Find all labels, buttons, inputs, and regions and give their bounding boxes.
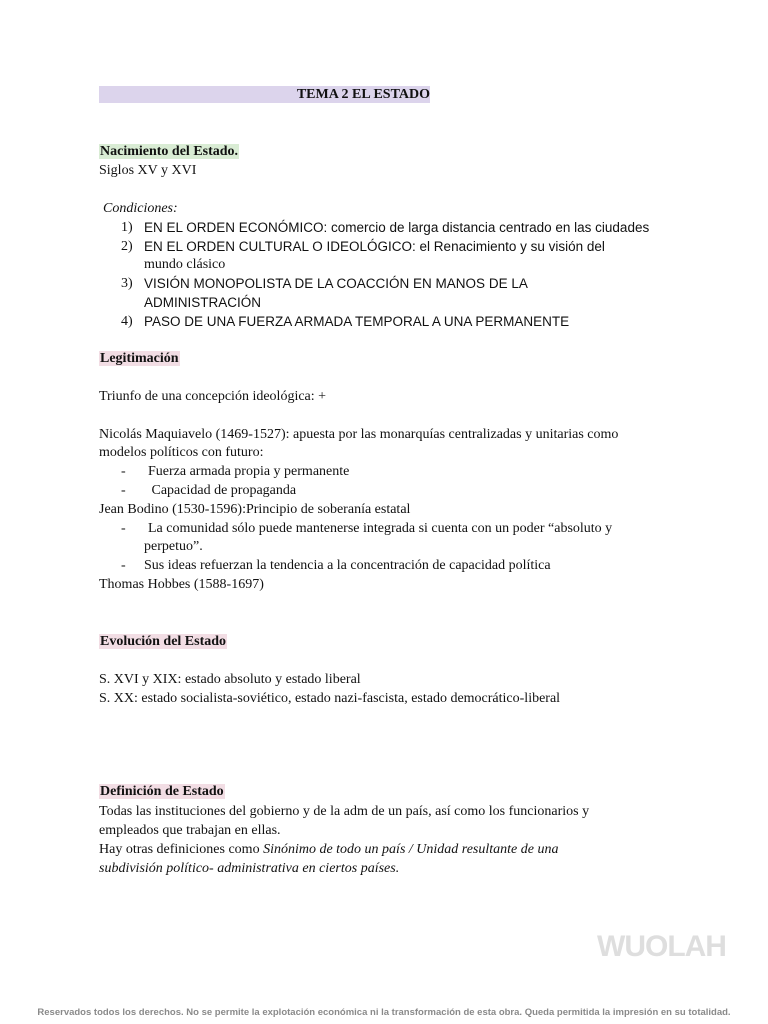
list-number: 4): [121, 314, 133, 329]
section-heading-evolucion: Evolución del Estado: [100, 634, 227, 649]
section-heading-legitimacion: Legitimación: [100, 351, 179, 366]
list-item-text: EN EL ORDEN ECONÓMICO: comercio de larga distancia centrado en las ciudades: [144, 220, 650, 235]
triunfo-line: Triunfo de una concepción ideológica: +: [99, 389, 327, 404]
wuolah-logo: WUOLAH: [597, 930, 726, 963]
hobbes-line: Thomas Hobbes (1588-1697): [99, 577, 264, 592]
list-item-text: mundo clásico: [144, 257, 226, 272]
copyright-footer: Reservados todos los derechos. No se permite la explotación económica ni la transformación de esta obra. Queda permitida la impresión en su totalidad.: [37, 1007, 731, 1018]
document-title: TEMA 2 EL ESTADO: [296, 87, 430, 102]
bullet-text: Capacidad de propaganda: [148, 483, 297, 498]
bodino-line: Jean Bodino (1530-1596):Principio de soberanía estatal: [99, 502, 411, 517]
bullet-text: perpetuo”.: [144, 539, 203, 554]
list-item-text: ADMINISTRACIÓN: [144, 295, 262, 310]
bullet-dash: -: [121, 464, 126, 479]
list-number: 3): [121, 276, 133, 291]
list-item-text: VISIÓN MONOPOLISTA DE LA COACCIÓN EN MANOS DE LA: [144, 276, 528, 291]
evolucion-line: S. XX: estado socialista-soviético, estado nazi-fascista, estado democrático-liberal: [99, 691, 561, 706]
maquiavelo-line: modelos políticos con futuro:: [99, 445, 264, 460]
section-heading-nacimiento: Nacimiento del Estado.: [100, 144, 239, 159]
maquiavelo-line: Nicolás Maquiavelo (1469-1527): apuesta por las monarquías centralizadas y unitarias como: [99, 427, 619, 442]
bullet-text: La comunidad sólo puede mantenerse integrada si cuenta con un poder “absoluto y: [148, 521, 613, 536]
definicion-line: empleados que trabajan en ellas.: [99, 823, 281, 838]
bullet-dash: -: [121, 521, 126, 536]
condiciones-label: Condiciones:: [103, 201, 178, 216]
bullet-dash: -: [121, 483, 126, 498]
list-number: 2): [121, 239, 133, 254]
bullet-text: Sus ideas refuerzan la tendencia a la concentración de capacidad política: [144, 558, 551, 573]
list-item-text: EN EL ORDEN CULTURAL O IDEOLÓGICO: el Renacimiento y su visión del: [144, 239, 605, 254]
siglos-line: Siglos XV y XVI: [99, 163, 197, 178]
definicion-line: Hay otras definiciones como Sinónimo de todo un país / Unidad resultante de una: [99, 842, 559, 857]
section-heading-definicion: Definición de Estado: [100, 784, 224, 799]
bullet-text: Fuerza armada propia y permanente: [148, 464, 350, 479]
list-item-text: PASO DE UNA FUERZA ARMADA TEMPORAL A UNA PERMANENTE: [144, 314, 570, 329]
definicion-line: subdivisión político- administrativa en ciertos países.: [99, 861, 400, 876]
definicion-line: Todas las instituciones del gobierno y de la adm de un país, así como los funcionarios y: [99, 804, 590, 819]
evolucion-line: S. XVI y XIX: estado absoluto y estado liberal: [99, 672, 361, 687]
list-number: 1): [121, 220, 133, 235]
bullet-dash: -: [121, 558, 126, 573]
